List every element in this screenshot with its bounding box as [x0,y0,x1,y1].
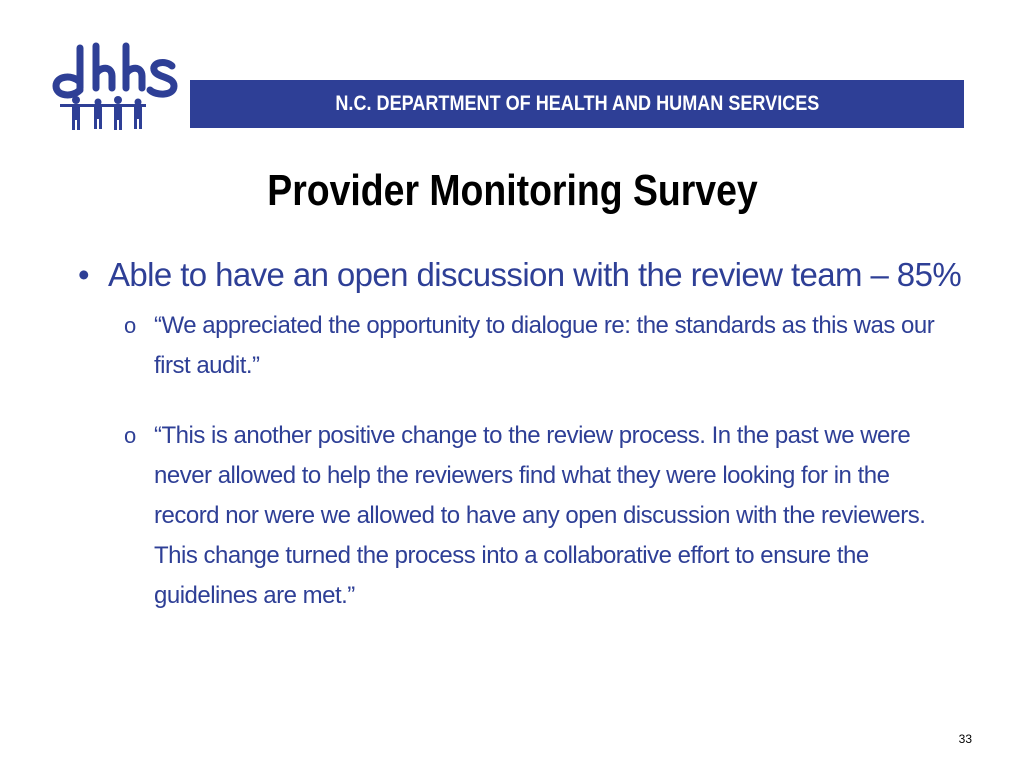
organization-banner [190,80,964,128]
organization-name: N.C. DEPARTMENT OF HEALTH AND HUMAN SERVICES [335,92,819,115]
slide-title-text: Provider Monitoring Survey [266,166,758,215]
sub-bullet-text: “This is another positive change to the review process. In the past we were never allowed to help the reviewers find what they were looking for in the record nor were we allowed to have any open discussion with the reviewers. This change turned the process into a collaborative effort to ensure the guidelines are met.” [154,422,926,609]
sub-bullet-item [74,306,954,386]
sub-bullet-text: “We appreciated the opportunity to dialogue re: the standards as this was our first audit.” [154,312,935,379]
slide-number: 33 [958,732,972,746]
bullet-marker: • [78,256,90,293]
bullet-item [74,252,962,298]
slide-title [0,160,1024,222]
sub-bullet-item [74,416,954,616]
slide-content [74,252,962,616]
sub-bullet-marker: o [124,423,137,448]
dhhs-logo-icon [50,40,180,132]
bullet-text: Able to have an open discussion with the review team – 85% [108,256,962,293]
sub-bullet-marker: o [124,313,137,338]
